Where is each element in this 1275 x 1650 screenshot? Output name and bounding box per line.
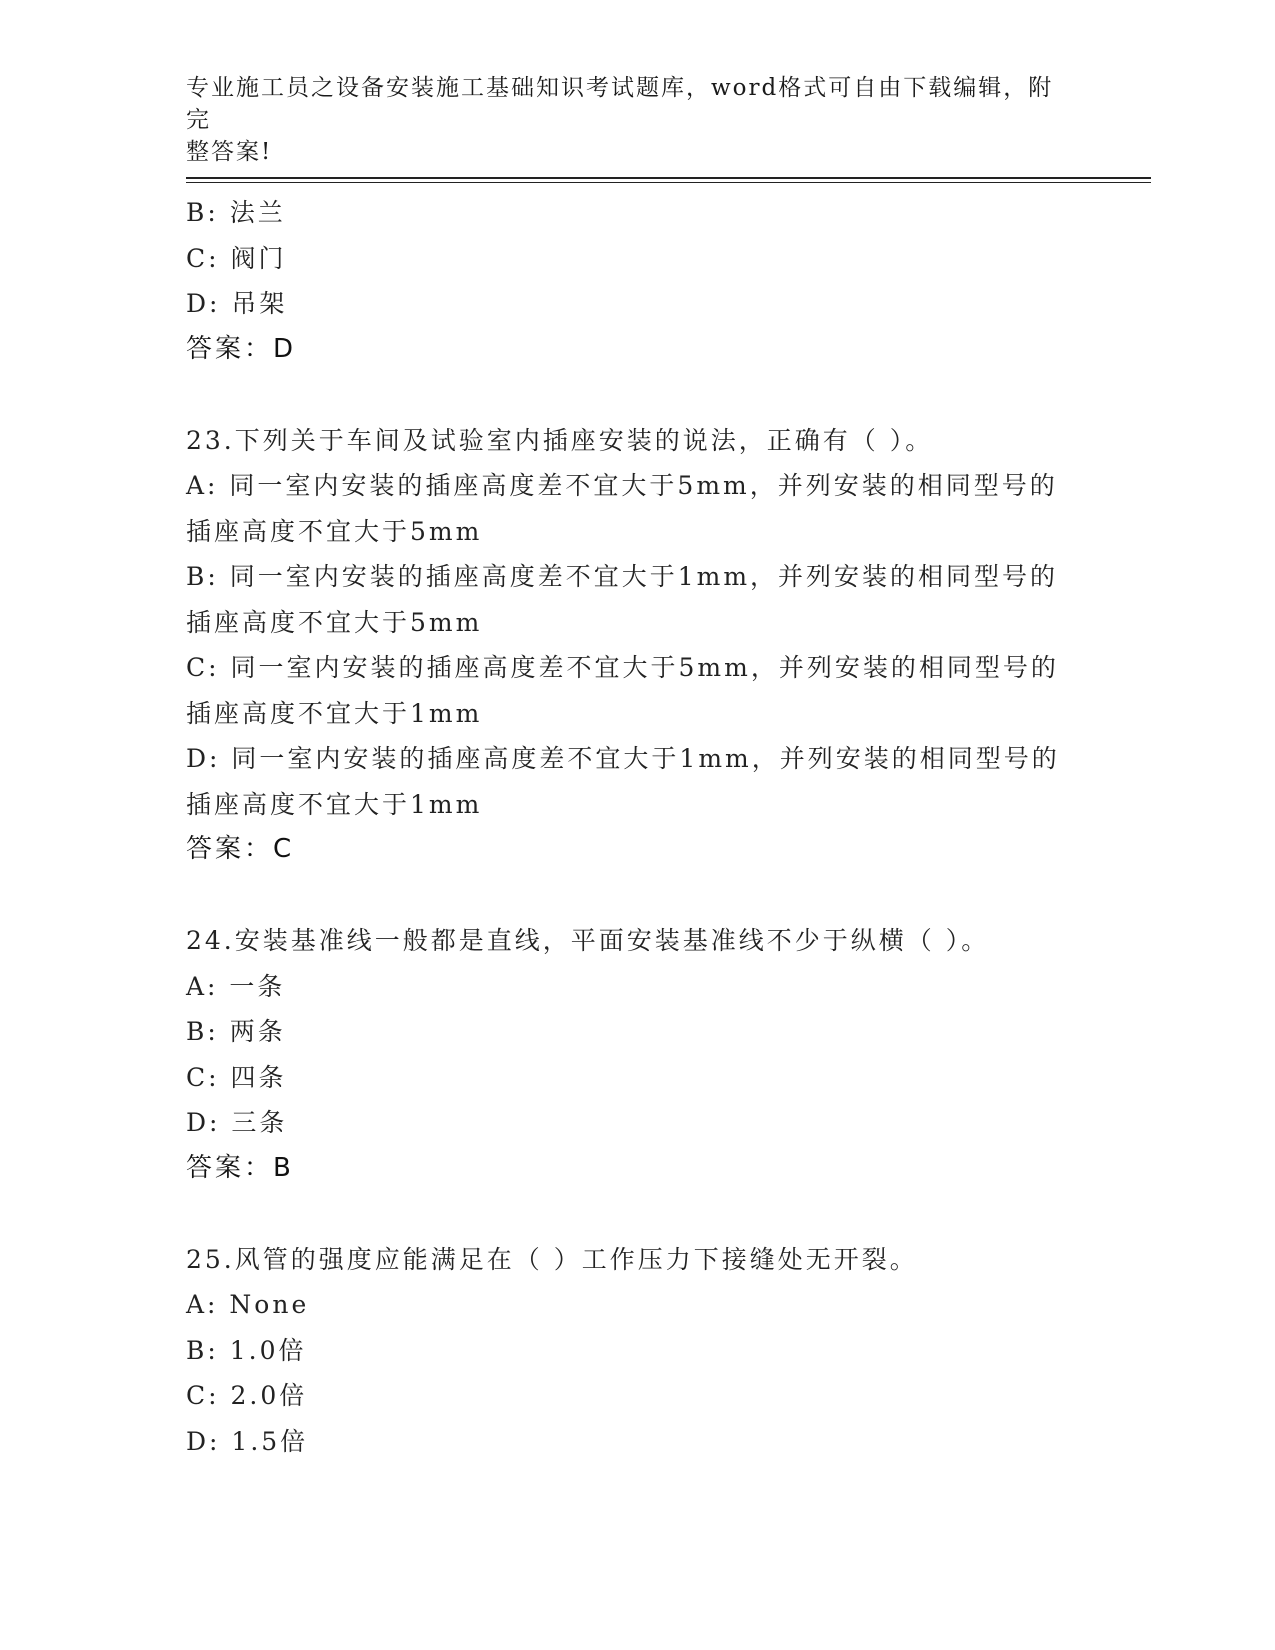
header-divider-thin	[186, 182, 1151, 183]
question-spacer	[186, 1191, 1086, 1237]
question-spacer	[186, 372, 1086, 418]
option-a-line-1: A: 同一室内安装的插座高度差不宜大于5mm，并列安装的相同型号的	[186, 471, 1058, 500]
question-spacer	[186, 873, 1086, 919]
option-b: B: 两条	[186, 1017, 286, 1046]
header-title-line-1: 专业施工员之设备安装施工基础知识考试题库，word格式可自由下载编辑，附完	[186, 75, 1054, 133]
question-25	[186, 1237, 1086, 1465]
option-b: B: 法兰	[186, 198, 286, 227]
option-a: A: None	[186, 1290, 310, 1319]
option-d: D: 吊架	[186, 289, 288, 318]
header-divider-thick	[186, 177, 1151, 179]
question-text: 24.安装基准线一般都是直线，平面安装基准线不少于纵横（ ）。	[186, 926, 990, 955]
option-a-line-2: 插座高度不宜大于5mm	[186, 516, 483, 546]
question-content	[186, 190, 1086, 1464]
document-header	[186, 72, 1066, 168]
option-a: A: 一条	[186, 971, 286, 1001]
option-d-line-1: D: 同一室内安装的插座高度差不宜大于1mm，并列安装的相同型号的	[186, 744, 1060, 773]
option-d-line-2: 插座高度不宜大于1mm	[186, 789, 483, 819]
question-text: 25.风管的强度应能满足在（ ）工作压力下接缝处无开裂。	[186, 1244, 918, 1274]
question-22-tail	[186, 190, 1086, 372]
option-b: B: 1.0倍	[186, 1335, 307, 1365]
question-23	[186, 418, 1086, 873]
option-c-line-2: 插座高度不宜大于1mm	[186, 698, 483, 728]
option-c-line-1: C: 同一室内安装的插座高度差不宜大于5mm，并列安装的相同型号的	[186, 653, 1059, 682]
option-b-line-1: B: 同一室内安装的插座高度差不宜大于1mm，并列安装的相同型号的	[186, 562, 1059, 591]
option-c: C: 阀门	[186, 243, 287, 273]
question-text: 23.下列关于车间及试验室内插座安装的说法，正确有（ ）。	[186, 425, 934, 455]
question-24	[186, 918, 1086, 1191]
option-b-line-2: 插座高度不宜大于5mm	[186, 607, 483, 637]
answer-line: 答案：B	[186, 1152, 294, 1183]
option-d: D: 三条	[186, 1108, 288, 1137]
header-title-line-2: 整答案!	[186, 139, 273, 165]
option-d: D: 1.5倍	[186, 1426, 309, 1456]
option-c: C: 四条	[186, 1062, 287, 1092]
answer-line: 答案：C	[186, 834, 295, 864]
answer-line: 答案：D	[186, 333, 297, 364]
option-c: C: 2.0倍	[186, 1381, 308, 1410]
